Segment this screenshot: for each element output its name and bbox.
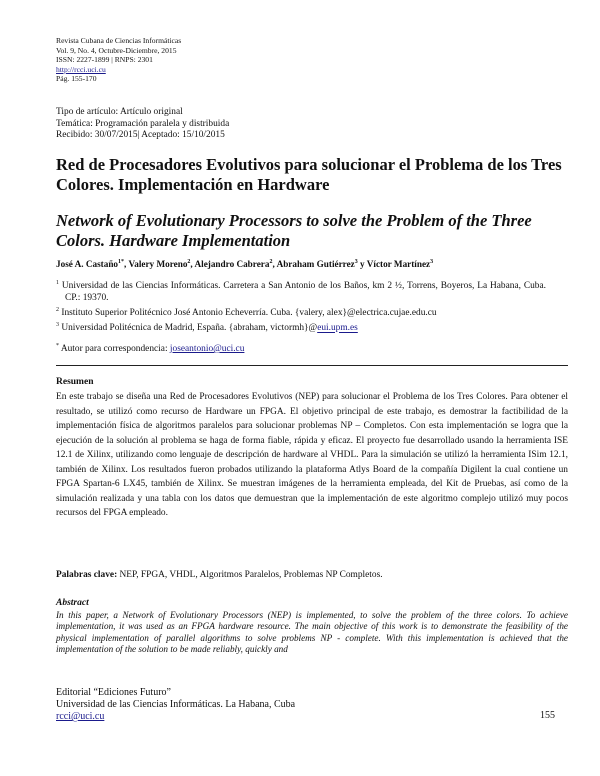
page-footer [56, 687, 406, 723]
author-2: Valery Moreno$^2$ [128, 259, 191, 270]
section-divider [56, 365, 568, 366]
article-meta [56, 107, 456, 142]
footer-publisher: Editorial “Ediciones Futuro” [56, 687, 171, 698]
affiliation-1: $^1$ Universidad de las Ciencias Informáticas. Carretera a San Antonio de los Baños, km 2 ½, Torrens, Boyeros, La Habana, Cuba. CP.: 19370. [56, 280, 546, 303]
author-5: Víctor Martínez$^3$ [366, 259, 434, 270]
affiliations [56, 278, 546, 356]
affiliation-2: $^2$ Instituto Superior Politécnico José Antonio Echeverría. Cuba. {valery, alex}@electrica.cujae.edu.cu [56, 306, 437, 319]
author-3: Alejandro Cabrera$^2$ [194, 259, 273, 270]
author-1: José A. Castaño$^{1*}$ [56, 259, 125, 270]
footer-email-link[interactable]: rcci@uci.cu [56, 711, 105, 722]
author-4: Abraham Gutiérrez$^3$ [276, 259, 358, 270]
article-dates: Recibido: 30/07/2015| Aceptado: 15/10/2015 [56, 130, 225, 141]
journal-pages: Pág. 155-170 [56, 74, 97, 84]
journal-url-link[interactable]: http://rcci.uci.cu [56, 64, 106, 74]
journal-header [56, 36, 356, 84]
journal-volume: Vol. 9, No. 4, Octubre-Diciembre, 2015 [56, 45, 177, 55]
keywords-text: NEP, FPGA, VHDL, Algoritmos Paralelos, Problemas NP Completos. [117, 570, 383, 580]
title-es: Red de Procesadores Evolutivos para solucionar el Problema de los Tres Colores. Implementación en Hardware [56, 155, 562, 194]
keywords-label: Palabras clave: [56, 570, 118, 580]
affiliation-3: $^3$ Universidad Politécnica de Madrid, España. {abraham, victormh}@eui.upm.es [56, 322, 358, 334]
article-theme: Temática: Programación paralela y distribuida [56, 118, 230, 129]
title-en: Network of Evolutionary Processors to solve the Problem of the Three Colors. Hardware Implementation [56, 211, 532, 250]
correspondence: * Autor para correspondencia: joseantonio@uci.cu [56, 343, 245, 355]
correspondence-email-link[interactable]: joseantonio@uci.cu [169, 344, 245, 355]
resumen-heading: Resumen [56, 377, 94, 387]
page-number: 155 [540, 710, 555, 721]
abstract-heading: Abstract [56, 598, 89, 608]
keywords [56, 570, 568, 582]
article-type: Tipo de artículo: Artículo original [56, 107, 183, 117]
footer-address: Universidad de las Ciencias Informáticas. La Habana, Cuba [56, 699, 296, 710]
abstract-body: In this paper, a Network of Evolutionary Processors (NEP) is implemented, to solve the problem of the three colors. To achieve implementation, it was used as an FPGA hardware resource. The main objective of this work is to demonstrate the feasibility of the physical implementation of parallel algorithms to solve problems NP - complete. With this implementation is achieved that the implementation of the solution to be made reliably, quickly and [56, 610, 568, 654]
journal-issn: ISSN: 2227-1899 | RNPS: 2301 [56, 55, 153, 65]
resumen-body: En este trabajo se diseña una Red de Procesadores Evolutivos (NEP) para solucionar el Problema de los Tres Colores. Para obtener el resultado, se utilizó como recurso de Hardware un FPGA. El objetivo principal de este trabajo, es demostrar la factibilidad de la implementación física de algoritmos paralelos para solucionar problemas NP – Completos. Con esta implementación se logra que la ejecución de la solución al problema se haga de forma fiable, rápida y eficaz. El proyecto fue desarrollado usando la herramienta ISE 12.1 de Xilinx, utilizando como lenguaje de descripción de hardware al VHDL. Para la simulación se utilizó la herramienta ISim 12.1, también de Xilinx. Los resultados fueron probados utilizando la plataforma Atlys Board de la compañía Digilent la cual contiene un FPGA Spartan-6 LX45, también de Xilinx. Se muestran imágenes de la herramienta empleada, del Kit de Pruebas, así como de la simulación realizada y una tabla con los datos que demuestran que la implementación de este algoritmo complejo utilizó muy pocos recursos del FPGA empleado. [56, 392, 568, 518]
journal-name: Revista Cubana de Ciencias Informáticas [56, 36, 182, 45]
affiliation-3-link[interactable]: eui.upm.es [317, 323, 358, 334]
author-list: José A. Castaño$^{1*}$, Valery Moreno$^2$, Alejandro Cabrera$^2$, Abraham Gutiérrez$^3$ y Víctor Martínez$^3$ [56, 259, 434, 270]
